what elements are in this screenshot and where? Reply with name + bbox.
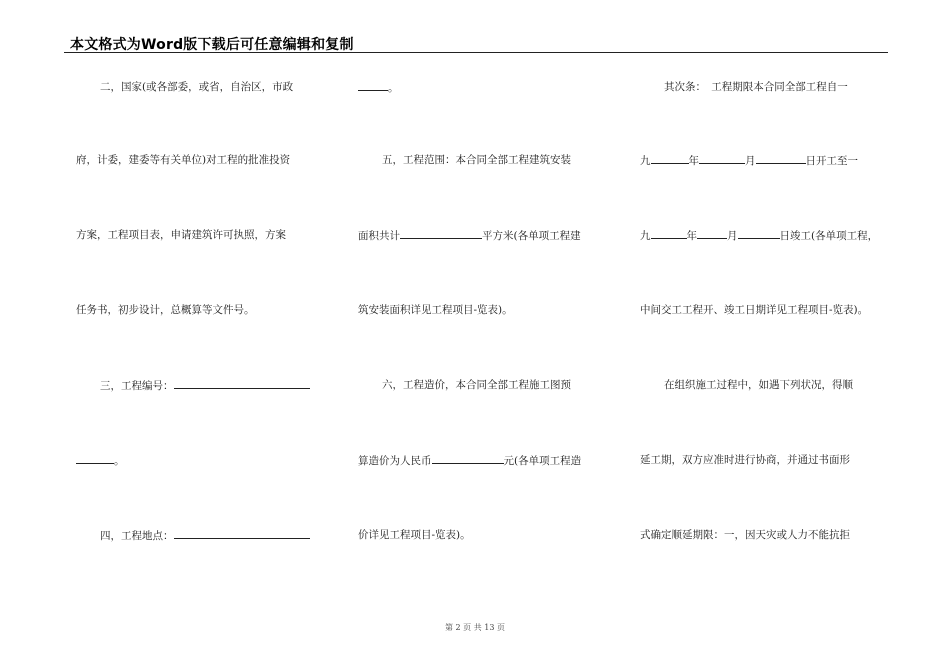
end-year-label: 年: [686, 230, 697, 242]
area-blank: [400, 228, 482, 239]
end-day-blank: [738, 228, 780, 239]
end-month-blank: [697, 228, 727, 239]
document-header-title: 本文格式为Word版下载后可任意编辑和复制: [70, 37, 354, 53]
col1-line-1: 二，国家(或各部委，或省，自治区，市政: [100, 81, 294, 93]
col1-line-6: [76, 453, 125, 468]
col1-line-7: [100, 528, 310, 543]
end-day-label: 日竣工(各单项工程，: [779, 230, 879, 242]
col1-line-4: 任务书，初步设计，总概算等文件号。: [76, 304, 255, 316]
start-day-label: 日开工至一: [805, 155, 858, 167]
col3-line-6: 延工期，双方应准时进行协商，并通过书面形: [640, 454, 850, 466]
end-year-blank: [651, 228, 687, 239]
end-nine: 九: [640, 230, 651, 242]
area-label: 面积共计: [358, 230, 400, 242]
col1-line-6-text: 。: [114, 455, 125, 467]
start-nine: 九: [640, 155, 651, 167]
project-number-blank-cont: [76, 453, 114, 464]
end-month-label: 月: [727, 230, 738, 242]
col2-line-5: 六，工程造价，本合同全部工程施工图预: [382, 379, 571, 391]
col3-line-1: 其次条： 工程期限本合同全部工程自一: [664, 81, 848, 93]
col1-line-2: 府，计委，建委等有关单位)对工程的批准投资: [76, 154, 291, 166]
col3-line-4: 中间交工工程开、竣工日期详见工程项目-览表)。: [640, 304, 869, 316]
page-number-footer: 第 2 页 共 13 页: [445, 623, 505, 632]
col1-line-5: [100, 378, 310, 393]
col3-line-3: [640, 228, 878, 243]
start-month-blank: [699, 153, 745, 164]
col2-line-1: [358, 80, 399, 95]
col3-line-2: [640, 153, 858, 168]
start-day-blank: [756, 153, 806, 164]
start-month-label: 月: [745, 155, 756, 167]
start-year-label: 年: [688, 155, 699, 167]
col1-line-3: 方案，工程项目表，申请建筑许可执照，方案: [76, 229, 286, 241]
col2-line-4: 筑安装面积详见工程项目-览表)。: [358, 304, 513, 316]
col2-line-2: 五，工程范围：本合同全部工程建筑安装: [382, 154, 571, 166]
col2-line-3: [358, 228, 581, 243]
project-location-blank: [174, 528, 310, 539]
project-number-label: 三，工程编号：: [100, 380, 174, 392]
header-divider: [64, 52, 888, 53]
col3-line-5: 在组织施工过程中，如遇下列状况，得顺: [664, 379, 853, 391]
location-blank-cont: [358, 80, 388, 91]
col3-line-7: 式确定顺延期限：一，因天灾或人力不能抗拒: [640, 529, 850, 541]
start-year-blank: [651, 153, 689, 164]
cost-label: 算造价为人民币: [358, 455, 432, 467]
project-location-label: 四，工程地点：: [100, 530, 174, 542]
project-number-blank: [174, 378, 310, 389]
cost-unit-text: 元(各单项工程造: [503, 455, 582, 467]
cost-blank: [432, 453, 504, 464]
area-unit-text: 平方米(各单项工程建: [482, 230, 581, 242]
col2-line-6: [358, 453, 581, 468]
col2-line-1-text: 。: [388, 82, 399, 94]
col2-line-7: 价详见工程项目-览表)。: [358, 529, 471, 541]
